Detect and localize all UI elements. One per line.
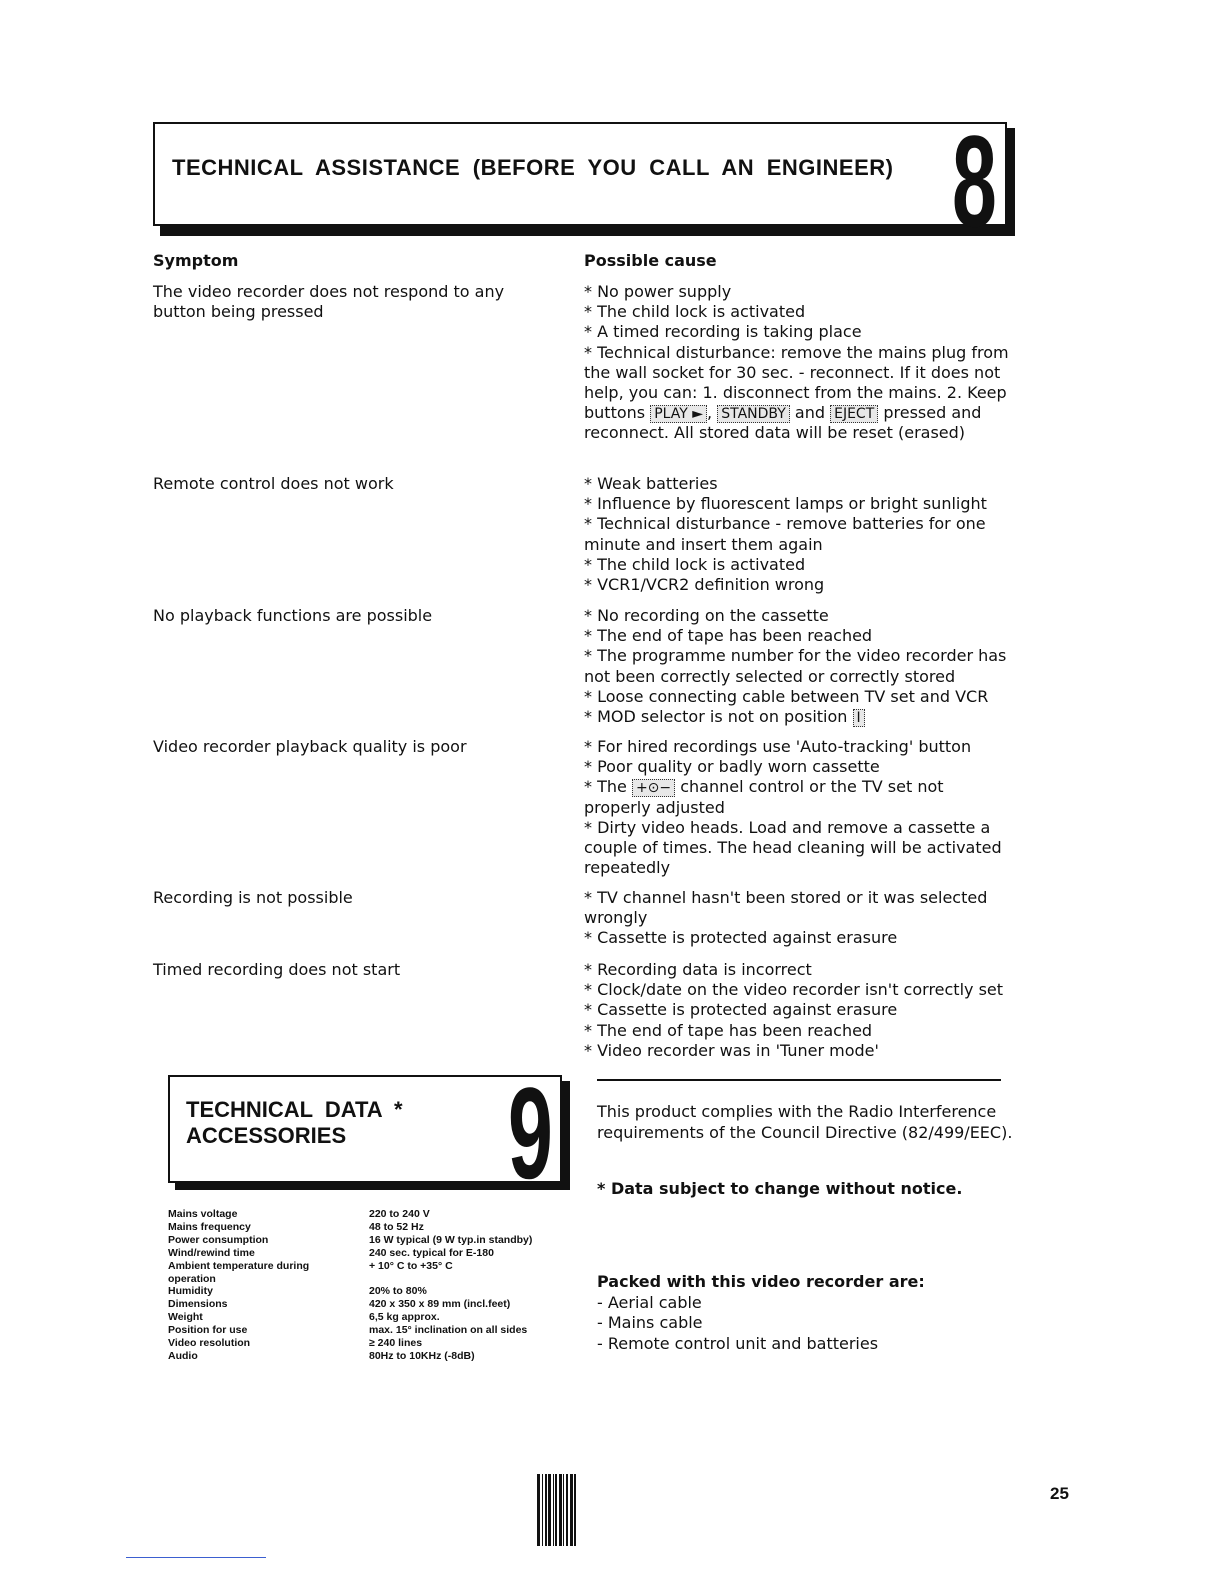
- cause-item: * No recording on the cassette: [584, 606, 829, 625]
- play-key-label: PLAY ►: [650, 405, 707, 423]
- packed-list: [597, 1272, 1067, 1354]
- symptom-text: No playback functions are possible: [153, 606, 433, 625]
- section-9-title-line: ACCESSORIES: [186, 1123, 347, 1148]
- eject-key-label: EJECT: [830, 405, 878, 423]
- cause-item: * Clock/date on the video recorder isn't correctly set: [584, 980, 1004, 1000]
- cause-item: * TV channel hasn't been stored or it was selected wrongly: [584, 888, 988, 928]
- cause-list: [584, 737, 1014, 878]
- key-and: and: [794, 403, 825, 423]
- symptom-text: Timed recording does not start: [153, 960, 401, 979]
- cause-list: [584, 606, 1014, 727]
- cause-item: * The programme number for the video recorder has not been correctly selected or correctly stored: [584, 646, 1007, 686]
- cause-list: [584, 282, 1014, 444]
- cause-list: [584, 474, 1014, 595]
- cause-item: * Technical disturbance - remove batteries for one minute and insert them again: [584, 514, 986, 554]
- cause-item: * The child lock is activated: [584, 302, 806, 322]
- cause-list: [584, 960, 1014, 1061]
- spec-label: Humidity: [168, 1285, 213, 1298]
- horizontal-divider: [597, 1079, 1001, 1081]
- symptom-text: Remote control does not work: [153, 474, 394, 493]
- cause-text: channel control or the TV set not properly adjusted: [584, 777, 944, 817]
- standby-key-label: STANDBY: [717, 405, 790, 423]
- packed-item: - Remote control unit and batteries: [597, 1333, 879, 1353]
- spec-label: Dimensions: [168, 1298, 228, 1311]
- spec-label: Mains voltage: [168, 1208, 238, 1220]
- spec-value: 6,5 kg approx.: [369, 1311, 440, 1324]
- cause-item: * Cassette is protected against erasure: [584, 1000, 898, 1020]
- cause-text-tail: pressed and reconnect. All stored data will be reset (erased): [584, 403, 982, 443]
- cause-item: * Loose connecting cable between TV set and VCR: [584, 686, 989, 706]
- symptom-text: The video recorder does not respond to any button being pressed: [153, 282, 505, 321]
- cause-item: [584, 707, 1014, 727]
- key-separator: ,: [707, 403, 713, 423]
- spec-label: Mains frequency: [168, 1220, 251, 1233]
- section-8-box-shadow: [160, 226, 1015, 236]
- spec-value: 48 to 52 Hz: [369, 1220, 424, 1233]
- spec-label: Position for use: [168, 1324, 248, 1337]
- section-8-number: 8: [952, 108, 997, 254]
- spec-value: 240 sec. typical for E-180: [369, 1246, 494, 1259]
- packed-item: - Aerial cable: [597, 1292, 702, 1312]
- cause-header: Possible cause: [584, 251, 717, 270]
- footer-line: [126, 1557, 266, 1558]
- barcode: [537, 1474, 579, 1546]
- change-notice: * Data subject to change without notice.: [597, 1179, 963, 1198]
- cause-item: * A timed recording is taking place: [584, 322, 862, 342]
- spec-value: ≥ 240 lines: [369, 1337, 423, 1350]
- cause-item: * VCR1/VCR2 definition wrong: [584, 575, 825, 595]
- spec-value: 20% to 80%: [369, 1285, 427, 1298]
- cause-item: * No power supply: [584, 282, 732, 301]
- spec-value: 16 W typical (9 W typ.in standby): [369, 1233, 533, 1246]
- spec-label: Video resolution: [168, 1337, 251, 1350]
- cause-item: * The end of tape has been reached: [584, 626, 873, 646]
- cause-item: * Poor quality or badly worn cassette: [584, 757, 880, 777]
- spec-value: 420 x 350 x 89 mm (incl.feet): [369, 1298, 511, 1311]
- spec-value: 80Hz to 10KHz (-8dB): [369, 1349, 475, 1362]
- packed-item: - Mains cable: [597, 1313, 703, 1332]
- spec-label: Audio: [168, 1349, 198, 1362]
- cause-item: [584, 777, 1014, 817]
- spec-values: [369, 1208, 569, 1363]
- cause-item: * Dirty video heads. Load and remove a cassette a couple of times. The head cleaning will be activated repeatedly: [584, 817, 1002, 878]
- symptom-text: Video recorder playback quality is poor: [153, 737, 467, 756]
- cause-item: * Cassette is protected against erasure: [584, 928, 898, 948]
- cause-item: * Video recorder was in 'Tuner mode': [584, 1040, 879, 1060]
- spec-value: 220 to 240 V: [369, 1208, 430, 1220]
- compliance-note: This product complies with the Radio Interference requirements of the Council Directive (82/499/EEC).: [597, 1102, 1013, 1142]
- cause-item: * The end of tape has been reached: [584, 1020, 873, 1040]
- cause-item: * Recording data is incorrect: [584, 960, 812, 979]
- cause-item: [584, 343, 1014, 444]
- packed-title: Packed with this video recorder are:: [597, 1272, 925, 1291]
- section-8-box-shadow-right: [1007, 128, 1015, 236]
- channel-control-label: +⊙−: [632, 779, 675, 797]
- cause-text: * The: [584, 777, 627, 797]
- spec-label: Wind/rewind time: [168, 1246, 255, 1259]
- spec-labels: [168, 1208, 358, 1363]
- cause-item: * The child lock is activated: [584, 554, 806, 574]
- spec-value: + 10° C to +35° C: [369, 1259, 453, 1272]
- section-9-title-line: TECHNICAL DATA *: [186, 1097, 403, 1122]
- cause-list: [584, 888, 1014, 949]
- page-number: 25: [1050, 1484, 1069, 1503]
- cause-item: * Weak batteries: [584, 474, 718, 493]
- mod-position-label: I: [853, 709, 865, 727]
- spec-label: Ambient temperature during operation: [168, 1259, 310, 1285]
- section-8-title: TECHNICAL ASSISTANCE (BEFORE YOU CALL AN ENGINEER): [172, 155, 894, 180]
- spec-label: Weight: [168, 1311, 203, 1324]
- spec-value: max. 15° inclination on all sides: [369, 1324, 528, 1337]
- symptom-text: Recording is not possible: [153, 888, 353, 907]
- cause-item: * For hired recordings use 'Auto-tracking' button: [584, 737, 972, 756]
- symptom-header: Symptom: [153, 251, 239, 270]
- section-9-number: 9: [508, 1060, 553, 1206]
- cause-item: * Influence by fluorescent lamps or bright sunlight: [584, 494, 987, 514]
- cause-text: * MOD selector is not on position: [584, 707, 848, 727]
- cause-text: * Technical disturbance: remove the mains plug from the wall socket for 30 sec. - reconnect. If it does not help, you can: 1. disconnect from the mains. 2. Keep buttons: [584, 342, 1009, 423]
- section-9-title: [186, 1097, 403, 1149]
- section-9-box-shadow-right: [562, 1081, 570, 1190]
- spec-label: Power consumption: [168, 1233, 269, 1246]
